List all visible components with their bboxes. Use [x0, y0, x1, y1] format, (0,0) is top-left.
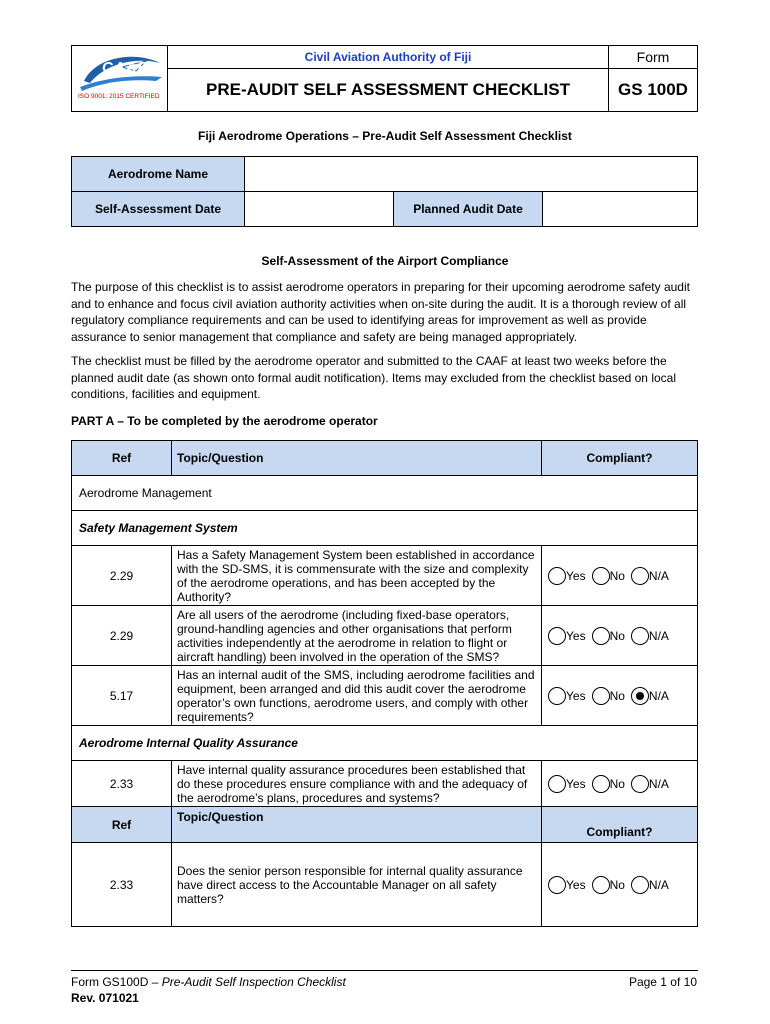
footer-form-prefix: Form GS100D – — [71, 975, 162, 989]
table-row — [72, 546, 698, 606]
planned-audit-date-field[interactable] — [543, 192, 698, 227]
yes-radio[interactable] — [548, 687, 566, 705]
self-assessment-date-label: Self-Assessment Date — [72, 192, 245, 227]
part-a-heading: PART A – To be completed by the aerodrome operator — [71, 414, 378, 428]
intro-paragraph-2: The checklist must be filled by the aerodrome operator and submitted to the CAAF at least two weeks before the planned audit date (as shown onto formal audit notification). Items may excluded from the checklist based on local conditions, facilities and equipment. — [71, 354, 676, 401]
page-subtitle: Fiji Aerodrome Operations – Pre-Audit Self Assessment Checklist — [198, 129, 572, 143]
table-row — [72, 666, 698, 726]
form-label: Form — [609, 46, 698, 69]
intro-heading: Self-Assessment of the Airport Compliance — [261, 254, 509, 268]
form-code: GS 100D — [609, 69, 698, 112]
row-options — [542, 546, 698, 606]
yes-label: Yes — [566, 776, 586, 791]
row-options — [542, 843, 698, 927]
col-compliant-header: Compliant? — [542, 807, 698, 843]
no-radio[interactable] — [592, 627, 610, 645]
row-ref: 2.33 — [72, 761, 172, 807]
no-radio[interactable] — [592, 687, 610, 705]
table-header-row-repeat — [72, 807, 698, 843]
yes-radio[interactable] — [548, 627, 566, 645]
footer-revision: Rev. 071021 — [71, 991, 139, 1005]
org-name: Civil Aviation Authority of Fiji — [168, 46, 609, 69]
yes-label: Yes — [566, 877, 586, 892]
yes-radio[interactable] — [548, 775, 566, 793]
form-header — [71, 45, 698, 112]
footer-divider — [71, 970, 698, 971]
caaf-logo — [72, 47, 167, 111]
no-radio[interactable] — [592, 775, 610, 793]
row-question: Have internal quality assurance procedures been established that do these procedures ensure compliance with and the adequacy of the aerodrome’s plans, procedures and systems? — [172, 761, 542, 807]
col-ref-header: Ref — [72, 441, 172, 476]
table-header-row — [72, 441, 698, 476]
na-radio[interactable] — [631, 876, 649, 894]
no-label: No — [609, 776, 625, 791]
planned-audit-date-label: Planned Audit Date — [394, 192, 543, 227]
aerodrome-name-field[interactable] — [245, 157, 698, 192]
no-label: No — [609, 568, 625, 583]
col-ref-header: Ref — [72, 807, 172, 843]
subsection-sms: Safety Management System — [72, 511, 698, 546]
page-number: Page 1 of 10 — [628, 975, 697, 989]
footer-form-title: Pre-Audit Self Inspection Checklist — [161, 975, 346, 989]
na-label: N/A — [648, 776, 669, 791]
na-radio[interactable] — [631, 775, 649, 793]
na-label: N/A — [648, 877, 669, 892]
row-options — [542, 761, 698, 807]
row-options — [542, 666, 698, 726]
yes-label: Yes — [566, 688, 586, 703]
table-row — [72, 606, 698, 666]
self-assessment-date-field[interactable] — [245, 192, 394, 227]
col-compliant-header: Compliant? — [542, 441, 698, 476]
na-label: N/A — [648, 568, 669, 583]
yes-radio[interactable] — [548, 567, 566, 585]
row-ref: 2.29 — [72, 606, 172, 666]
row-question: Are all users of the aerodrome (including fixed-base operators, ground-handling agencies and other organisations that perform activities independently at the aerodrome in relation to flight or aircraft handling) been involved in the operation of the SMS? — [172, 606, 542, 666]
subsection-quality-assurance: Aerodrome Internal Quality Assurance — [72, 726, 698, 761]
col-topic-header: Topic/Question — [172, 807, 542, 843]
yes-radio[interactable] — [548, 876, 566, 894]
checklist-table — [71, 440, 698, 927]
aerodrome-name-label: Aerodrome Name — [72, 157, 245, 192]
na-label: N/A — [648, 628, 669, 643]
yes-label: Yes — [566, 628, 586, 643]
section-aerodrome-management: Aerodrome Management — [72, 476, 698, 511]
no-label: No — [609, 877, 625, 892]
yes-label: Yes — [566, 568, 586, 583]
intro-paragraph-1: The purpose of this checklist is to assist aerodrome operators in preparing for their upcoming aerodrome safety audit and to enhance and focus civil aviation authority activities when on-site during the audit. It is a thorough review of all regulatory compliance requirements and can be used to identifying areas for improvement as well as provide assurance to senior management that compliance and safety are being managed appropriately. — [71, 280, 690, 344]
no-radio[interactable] — [592, 876, 610, 894]
row-ref: 2.29 — [72, 546, 172, 606]
row-question: Has an internal audit of the SMS, including aerodrome facilities and equipment, been arranged and did this audit cover the aerodrome operator’s own functions, aerodrome users, and comply with other requirements? — [172, 666, 542, 726]
table-row — [72, 843, 698, 927]
no-label: No — [609, 688, 625, 703]
na-radio[interactable] — [631, 567, 649, 585]
iso-certified: ISO 9001: 2015 CERTIFIED — [78, 92, 160, 100]
aerodrome-info-table — [71, 156, 698, 227]
logo-cell — [72, 46, 168, 112]
na-radio[interactable] — [631, 687, 649, 705]
na-label: N/A — [648, 688, 669, 703]
row-question: Has a Safety Management System been established in accordance with the SD-SMS, it is commensurate with the size and complexity of the aerodrome operations, and has been accepted by the Authority? — [172, 546, 542, 606]
no-label: No — [609, 628, 625, 643]
row-question: Does the senior person responsible for internal quality assurance have direct access to the Accountable Manager on all safety matters? — [172, 843, 542, 927]
table-row — [72, 761, 698, 807]
col-topic-header: Topic/Question — [172, 441, 542, 476]
no-radio[interactable] — [592, 567, 610, 585]
row-ref: 5.17 — [72, 666, 172, 726]
row-options — [542, 606, 698, 666]
logo-text: CAAF — [102, 58, 148, 76]
footer-form — [71, 975, 346, 989]
row-ref: 2.33 — [72, 843, 172, 927]
na-radio[interactable] — [631, 627, 649, 645]
form-title: PRE-AUDIT SELF ASSESSMENT CHECKLIST — [168, 69, 609, 112]
